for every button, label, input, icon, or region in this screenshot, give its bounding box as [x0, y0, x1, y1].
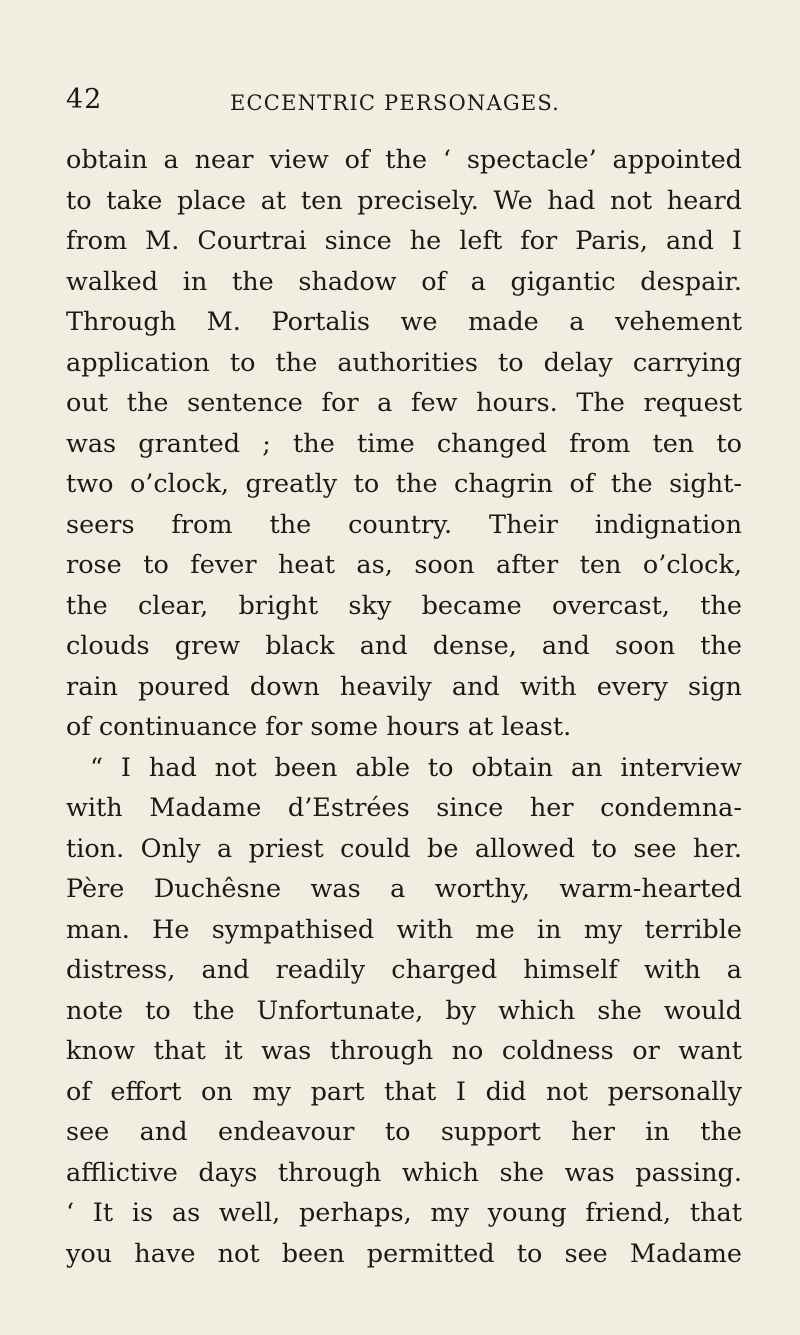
- text-line: from M. Courtrai since he left for Paris, and I: [66, 226, 742, 256]
- text-line: out the sentence for a few hours. The request: [66, 388, 742, 418]
- text-line: afflictive days through which she was passing.: [66, 1157, 742, 1188]
- text-line: Père Duchêsne was a worthy, warm-hearted: [66, 874, 742, 904]
- text-line: application to the authorities to delay carrying: [66, 347, 742, 378]
- text-line: of effort on my part that I did not personally: [66, 1076, 742, 1107]
- text-line: obtain a near view of the ‘ spectacle’ appointed: [66, 145, 742, 175]
- text-line: two o’clock, greatly to the chagrin of the sight-: [66, 469, 742, 499]
- body-text: [66, 140, 742, 1274]
- text-line: tion. Only a priest could be allowed to see her.: [66, 833, 742, 864]
- text-line: know that it was through no coldness or want: [66, 1036, 742, 1066]
- text-line: “ I had not been able to obtain an interview: [90, 752, 742, 783]
- text-line: see and endeavour to support her in the: [66, 1117, 742, 1147]
- text-line: seers from the country. Their indignation: [66, 509, 742, 540]
- text-line: rose to fever heat as, soon after ten o’clock,: [66, 550, 742, 580]
- page-number: 42: [66, 84, 103, 115]
- text-line: distress, and readily charged himself with a: [66, 955, 742, 985]
- text-line: clouds grew black and dense, and soon the: [66, 631, 742, 661]
- running-head: ECCENTRIC PERSONAGES.: [230, 91, 561, 115]
- text-line: man. He sympathised with me in my terrible: [66, 914, 742, 945]
- text-line: Through M. Portalis we made a vehement: [66, 307, 742, 337]
- page-header: [66, 80, 742, 120]
- text-line: ‘ It is as well, perhaps, my young friend, that: [66, 1198, 742, 1228]
- text-line: you have not been permitted to see Madame: [66, 1238, 742, 1269]
- text-line: was granted ; the time changed from ten to: [66, 428, 742, 459]
- text-line: of continuance for some hours at least.: [66, 712, 572, 742]
- text-line: to take place at ten precisely. We had not heard: [66, 185, 742, 216]
- text-line: the clear, bright sky became overcast, the: [66, 590, 742, 621]
- text-line: with Madame d’Estrées since her condemna-: [66, 793, 742, 823]
- text-line: rain poured down heavily and with every sign: [66, 671, 742, 702]
- text-line: walked in the shadow of a gigantic despair.: [66, 266, 742, 297]
- text-line: note to the Unfortunate, by which she would: [66, 995, 742, 1026]
